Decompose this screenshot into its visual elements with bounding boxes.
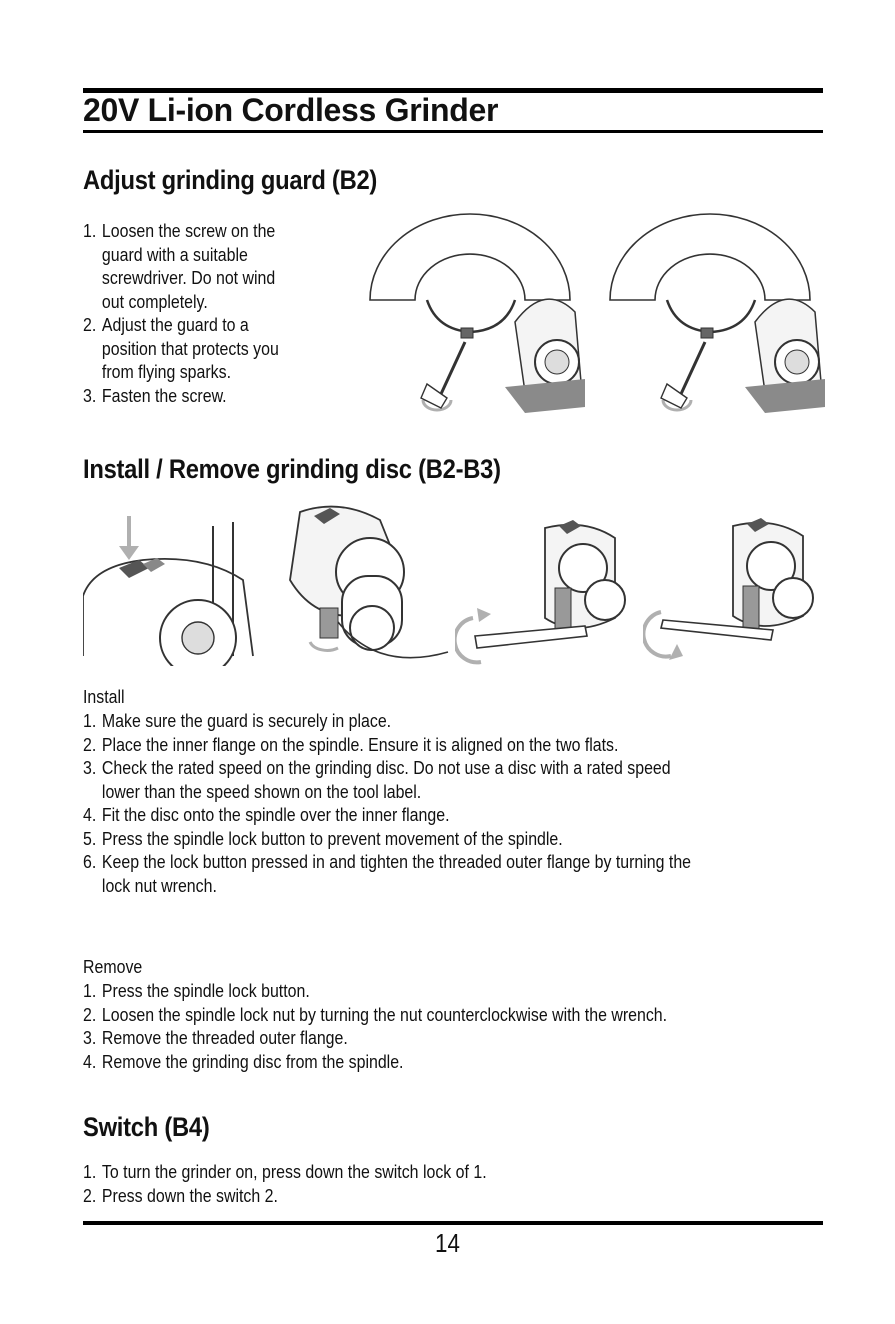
install-step: 3. Check the rated speed on the grinding disc. Do not use a disc with a rated speed lower than the speed shown on the tool label.	[83, 757, 671, 802]
footer-rule	[83, 1221, 823, 1225]
switch-step: 1. To turn the grinder on, press down the switch lock of 1.	[83, 1161, 487, 1182]
document-title: 20V Li-ion Cordless Grinder	[83, 92, 499, 128]
switch-step: 2. Press down the switch 2.	[83, 1184, 278, 1206]
section-heading-guard: Adjust grinding guard (B2)	[83, 165, 378, 195]
disc-figure-wrench-tighten	[455, 508, 635, 668]
disc-figure-spindle-lock	[83, 506, 263, 666]
remove-step: 2. Loosen the spindle lock nut by turning the nut counterclockwise with the wrench.	[83, 1003, 668, 1025]
remove-label: Remove	[83, 956, 143, 977]
install-step: 6. Keep the lock button pressed in and tighten the threaded outer flange by turning the lock nut wrench.	[83, 851, 692, 896]
install-step: 4. Fit the disc onto the spindle over the inner flange.	[83, 804, 450, 825]
guard-step: 3. Fasten the screw.	[83, 384, 227, 406]
install-steps-list	[83, 709, 691, 897]
guard-steps-list	[83, 219, 279, 407]
remove-steps-list	[83, 979, 667, 1073]
guard-adjust-figure-1	[365, 212, 587, 417]
section-heading-disc: Install / Remove grinding disc (B2-B3)	[83, 454, 501, 484]
guard-adjust-figure-2	[605, 212, 827, 417]
disc-figure-inner-flange	[280, 502, 460, 672]
page-number: 14	[435, 1228, 460, 1258]
guard-step: 1. Loosen the screw on the guard with a suitable screwdriver. Do not wind out completely.	[83, 220, 276, 312]
section-heading-switch: Switch (B4)	[83, 1112, 210, 1142]
remove-step: 4. Remove the grinding disc from the spindle.	[83, 1050, 404, 1072]
install-step: 5. Press the spindle lock button to prevent movement of the spindle.	[83, 827, 563, 849]
install-label: Install	[83, 686, 125, 707]
install-step: 2. Place the inner flange on the spindle. Ensure it is aligned on the two flats.	[83, 733, 619, 755]
remove-step: 1. Press the spindle lock button.	[83, 980, 310, 1001]
remove-step: 3. Remove the threaded outer flange.	[83, 1027, 348, 1048]
switch-steps-list	[83, 1160, 487, 1207]
title-underline	[83, 130, 823, 133]
disc-figure-wrench-loosen	[643, 506, 823, 671]
guard-step: 2. Adjust the guard to a position that protects you from flying sparks.	[83, 314, 279, 382]
install-step: 1. Make sure the guard is securely in place.	[83, 710, 392, 731]
